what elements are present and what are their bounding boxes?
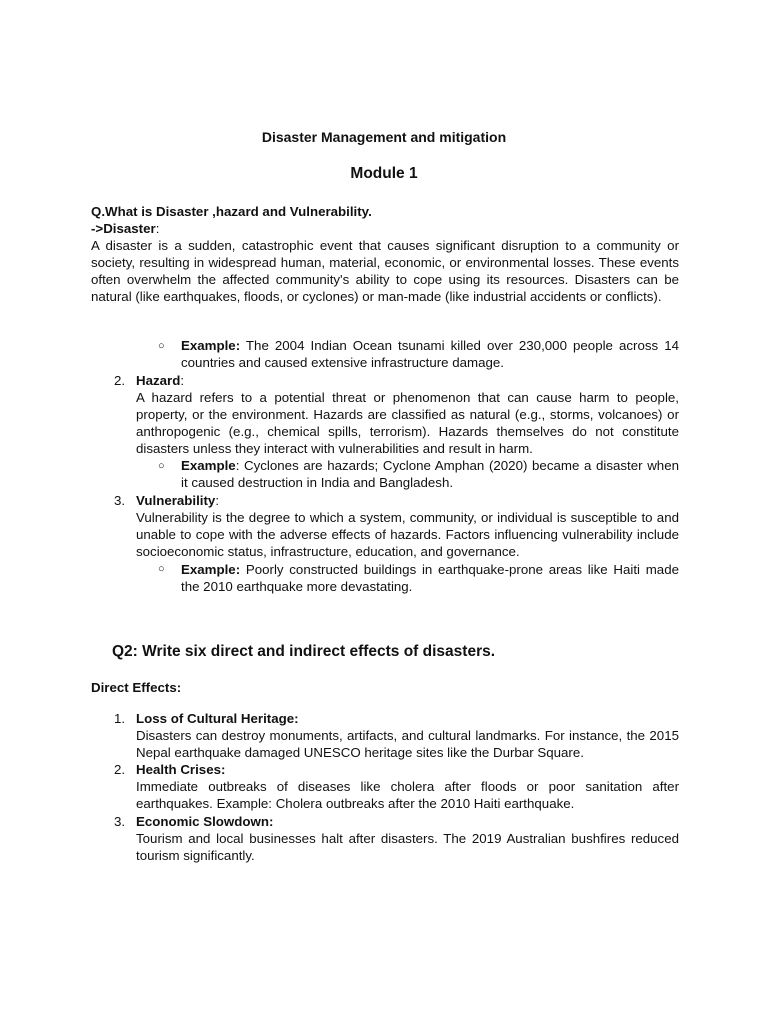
- effect-title: Loss of Cultural Heritage:: [136, 711, 299, 726]
- hazard-example: [181, 457, 679, 491]
- effect-description: Disasters can destroy monuments, artifacts, and cultural landmarks. For instance, the 2015 Nepal earthquake damaged UNESCO heritage sites like the Durbar Square.: [136, 728, 679, 760]
- vulnerability-label: Vulnerability: [136, 493, 216, 508]
- disaster-arrow: ->: [91, 221, 104, 236]
- document-title: Disaster Management and mitigation: [261, 129, 507, 145]
- example-label: Example: [181, 458, 236, 473]
- effect-number: 1.: [114, 711, 126, 726]
- example-label: Example:: [181, 562, 241, 577]
- hazard-colon: :: [180, 373, 185, 388]
- direct-effects-heading: Direct Effects:: [91, 680, 182, 695]
- bullet-icon: ○: [158, 460, 165, 472]
- example-text: : Cyclones are hazards; Cyclone Amphan (2020) became a disaster when it caused destruction in India and Bangladesh.: [181, 458, 679, 490]
- hazard-label: Hazard: [136, 373, 181, 388]
- question-2: Q2: Write six direct and indirect effects of disasters.: [112, 643, 496, 660]
- vulnerability-heading: [136, 492, 219, 509]
- disaster-colon: :: [155, 221, 160, 236]
- disaster-label: Disaster: [103, 221, 156, 236]
- disaster-definition: A disaster is a sudden, catastrophic event that causes significant disruption to a community or society, resulting in widespread human, material, economic, or environmental losses. These events often overwhelm the affected community's ability to cope using its resources. Disasters can be natural (like earthquakes, floods, or cyclones) or man-made (like industrial accidents or conflicts).: [91, 238, 679, 304]
- vulnerability-number: 3.: [114, 493, 126, 508]
- module-heading: Module 1: [350, 165, 418, 182]
- effect-title: Economic Slowdown:: [136, 814, 274, 829]
- effect-description: Tourism and local businesses halt after disasters. The 2019 Australian bushfires reduced tourism significantly.: [136, 831, 679, 863]
- example-label: Example:: [181, 338, 241, 353]
- hazard-definition: A hazard refers to a potential threat or phenomenon that can cause harm to people, property, or the environment. Hazards are classified as natural (e.g., storms, volcanoes) or anthropogenic (e.g., chemical spills, terrorism). Hazards themselves do not constitute disasters unless they interact with vulnerabilities and result in harm.: [136, 390, 679, 456]
- bullet-icon: ○: [158, 563, 165, 575]
- hazard-number: 2.: [114, 373, 126, 388]
- hazard-heading: [136, 372, 184, 389]
- bullet-icon: ○: [158, 340, 165, 352]
- vulnerability-example: [181, 561, 679, 595]
- disaster-example: [181, 337, 679, 371]
- effect-number: 3.: [114, 814, 126, 829]
- vulnerability-definition: Vulnerability is the degree to which a system, community, or individual is susceptible to and unable to cope with the adverse effects of hazards. Factors influencing vulnerability include socioeconomic status, infrastructure, education, and governance.: [136, 510, 679, 559]
- vulnerability-colon: :: [215, 493, 220, 508]
- disaster-heading: [91, 220, 159, 237]
- effect-number: 2.: [114, 762, 126, 777]
- example-text: Poorly constructed buildings in earthquake-prone areas like Haiti made the 2010 earthquake more devastating.: [181, 562, 679, 594]
- effect-title: Health Crises:: [136, 762, 226, 777]
- question-1: Q.What is Disaster ,hazard and Vulnerability.: [91, 204, 372, 219]
- effect-description: Immediate outbreaks of diseases like cholera after floods or poor sanitation after earthquakes. Example: Cholera outbreaks after the 2010 Haiti earthquake.: [136, 779, 679, 811]
- example-text: The 2004 Indian Ocean tsunami killed over 230,000 people across 14 countries and caused extensive infrastructure damage.: [181, 338, 679, 370]
